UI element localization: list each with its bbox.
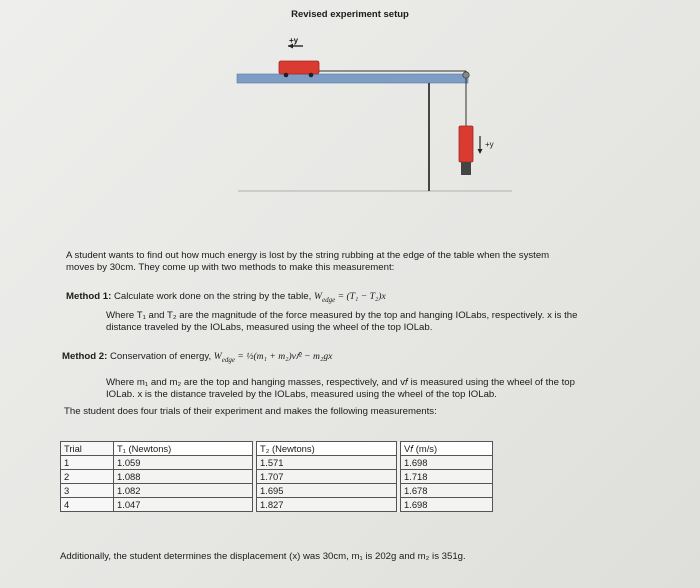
cell-t2: 1.695 [257,484,397,498]
cell-t1: 1.082 [114,484,253,498]
table-row [61,456,493,470]
top-plus-y-label: +y [289,36,299,45]
formula-lhs: W [313,291,322,302]
method-2-text: Conservation of energy, [107,351,214,362]
arrow-side-head [478,149,483,154]
intro-line-1: A student wants to find out how much energy is lost by the string rubbing at the edge of the table when the system [66,250,550,261]
measurements-table [60,441,493,512]
method-2-desc-line-1: Where m₁ and m₂ are the top and hanging masses, respectively, and v𝑓 is measured using the wheel of the top [106,377,575,388]
table-row [61,484,493,498]
method-2-heading: Method 2: [62,351,108,362]
intro-paragraph [66,250,549,274]
method-1-formula [314,291,386,302]
table-row [61,498,493,512]
experiment-diagram [0,0,700,200]
method-1-desc-line-1: Where T₁ and T₂ are the magnitude of the force measured by the top and hanging IOLabs, respectively. x is the [106,310,578,321]
table-top [237,74,468,83]
top-iolab [279,61,319,74]
method-1-description [106,310,577,334]
cell-trial: 1 [61,456,114,470]
cell-trial: 4 [61,498,114,512]
formula-lhs: W [213,351,222,362]
intro-line-2: moves by 30cm. They come up with two methods to make this measurement: [66,262,395,274]
wheel-right [309,73,314,78]
formula-sub: edge [321,295,336,304]
footer-note: Additionally, the student determines the displacement (x) was 30cm, m₁ is 202g and m₂ is 351g. [60,551,466,562]
method-1-desc-line-2: distance traveled by the IOLabs, measured using the wheel of the top IOLab. [106,322,433,334]
formula-rhs: = ½(m₁ + m₂)v𝑓² − m₂gx [235,351,333,362]
cell-t1: 1.059 [114,456,253,470]
cell-vf: 1.718 [401,470,493,484]
cell-t2: 1.827 [257,498,397,512]
method-2-formula [214,351,333,362]
header-t2: T₂ (Newtons) [257,442,397,456]
cell-t1: 1.088 [114,470,253,484]
trials-intro: The student does four trials of their experiment and makes the following measurements: [64,406,437,417]
cell-t2: 1.707 [257,470,397,484]
method-1-text: Calculate work done on the string by the table, [111,291,314,302]
method-2-line [62,351,332,366]
formula-rhs: = (T₁ − T₂)x [335,291,386,302]
table-header-row [61,442,493,456]
formula-sub: edge [221,355,236,364]
method-2-description [106,377,575,401]
header-t1: T₁ (Newtons) [114,442,253,456]
cell-vf: 1.698 [401,456,493,470]
method-1-heading: Method 1: [66,291,112,302]
cell-t1: 1.047 [114,498,253,512]
table-row [61,470,493,484]
cell-trial: 2 [61,470,114,484]
header-trial: Trial [61,442,114,456]
side-plus-y-label: +y [485,140,494,149]
wheel-left [284,73,289,78]
cell-trial: 3 [61,484,114,498]
cell-vf: 1.678 [401,484,493,498]
hanging-iolab [459,126,473,162]
cell-t2: 1.571 [257,456,397,470]
cell-vf: 1.698 [401,498,493,512]
method-1-line [66,291,386,306]
pulley [463,72,469,78]
hanging-weight [461,162,471,175]
page-title: Revised experiment setup [291,9,409,20]
header-vf: V𝑓 (m/s) [401,442,493,456]
method-2-desc-line-2: IOLab. x is the distance traveled by the IOLabs, measured using the wheel of the top IOLab. [106,389,497,401]
